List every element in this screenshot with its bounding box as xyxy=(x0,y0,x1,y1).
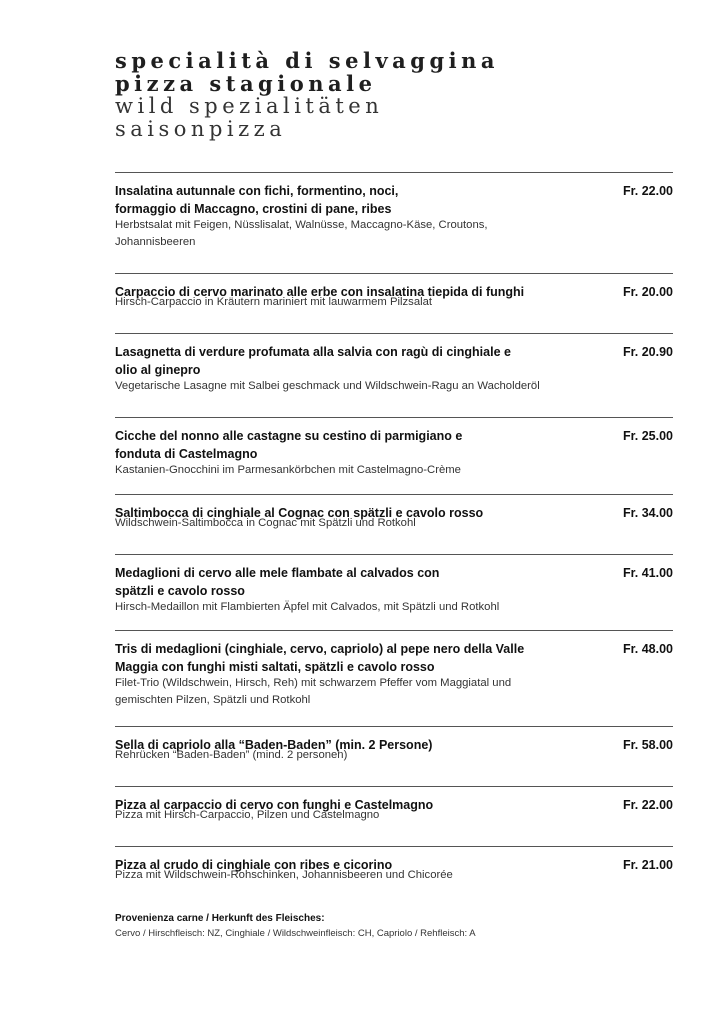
item-price: Fr. 34.00 xyxy=(622,506,673,520)
meat-origin-note xyxy=(115,911,476,941)
meat-origin-text: Cervo / Hirschfleisch: NZ, Cinghiale / Wildschweinfleisch: CH, Capriolo / Rehfleisch: A xyxy=(115,928,476,939)
item-description: Pizza mit Hirsch-Carpaccio, Pilzen und Castelmagno xyxy=(115,809,380,821)
item-description: Herbstsalat mit Feigen, Nüsslisalat, Walnüsse, Maccagno-Käse, Croutons, Johannisbeeren xyxy=(115,219,488,248)
item-description: Hirsch-Medaillon mit Flambierten Äpfel mit Calvados, mit Spätzli und Rotkohl xyxy=(115,601,500,613)
item-description: Vegetarische Lasagne mit Salbei geschmack und Wildschwein-Ragu an Wacholderöl xyxy=(115,380,540,392)
item-description: Wildschwein-Saltimbocca in Cognac mit Spätzli und Rotkohl xyxy=(115,517,416,529)
title-line-4: saisonpizza xyxy=(115,116,287,141)
menu-item xyxy=(115,554,673,613)
menu-item xyxy=(115,726,673,761)
menu-title xyxy=(115,50,499,140)
item-price: Fr. 22.00 xyxy=(622,798,673,812)
menu-item xyxy=(115,786,673,821)
item-price: Fr. 20.00 xyxy=(622,285,673,299)
item-description: Hirsch-Carpaccio in Kräutern mariniert mit lauwarmem Pilzsalat xyxy=(115,296,433,308)
item-description: Rehrücken “Baden-Baden” (mind. 2 personen) xyxy=(115,749,348,761)
item-price: Fr. 20.90 xyxy=(622,345,673,359)
menu-item xyxy=(115,494,673,529)
title-line-1: specialità di selvaggina xyxy=(115,48,499,73)
menu-item xyxy=(115,630,673,706)
meat-origin-title: Provenienza carne / Herkunft des Fleisches: xyxy=(115,913,325,924)
item-name: Pizza al carpaccio di cervo con funghi e Castelmagno xyxy=(115,798,434,812)
item-price: Fr. 22.00 xyxy=(622,184,673,198)
menu-item xyxy=(115,846,673,881)
item-name: Carpaccio di cervo marinato alle erbe con insalatina tiepida di funghi xyxy=(115,285,525,299)
item-price: Fr. 21.00 xyxy=(622,858,673,872)
title-line-2: pizza stagionale xyxy=(115,70,377,96)
item-name: Cicche del nonno alle castagne su cestino di parmigiano e fonduta di Castelmagno xyxy=(115,429,463,461)
item-name: Insalatina autunnale con fichi, formentino, noci, formaggio di Maccagno, crostini di pane, ribes xyxy=(115,184,399,216)
item-price: Fr. 25.00 xyxy=(622,429,673,443)
item-name: Lasagnetta di verdure profumata alla salvia con ragù di cinghiale e olio al ginepro xyxy=(115,345,511,377)
item-description: Pizza mit Wildschwein-Rohschinken, Johannisbeeren und Chicorée xyxy=(115,869,453,881)
item-description: Filet-Trio (Wildschwein, Hirsch, Reh) mit schwarzem Pfeffer vom Maggiatal und gemischten Pilzen, Spätzli und Rotkohl xyxy=(115,677,512,706)
menu-item xyxy=(115,417,673,476)
item-price: Fr. 58.00 xyxy=(622,738,673,752)
item-price: Fr. 48.00 xyxy=(622,642,673,656)
item-price: Fr. 41.00 xyxy=(622,566,673,580)
menu-item xyxy=(115,333,673,392)
title-line-3: wild spezialitäten xyxy=(115,94,384,118)
item-name: Tris di medaglioni (cinghiale, cervo, capriolo) al pepe nero della Valle Maggia con funghi misti saltati, spätzli e cavolo rosso xyxy=(115,642,525,674)
item-name: Saltimbocca di cinghiale al Cognac con spätzli e cavolo rosso xyxy=(115,506,484,520)
menu-item xyxy=(115,172,673,248)
menu-item xyxy=(115,273,673,308)
item-description: Kastanien-Gnocchini im Parmesankörbchen mit Castelmagno-Crème xyxy=(115,464,461,476)
item-name: Medaglioni di cervo alle mele flambate al calvados con spätzli e cavolo rosso xyxy=(115,566,440,598)
item-name: Sella di capriolo alla “Baden-Baden” (min. 2 Persone) xyxy=(115,738,433,752)
item-name: Pizza al crudo di cinghiale con ribes e cicorino xyxy=(115,858,393,872)
